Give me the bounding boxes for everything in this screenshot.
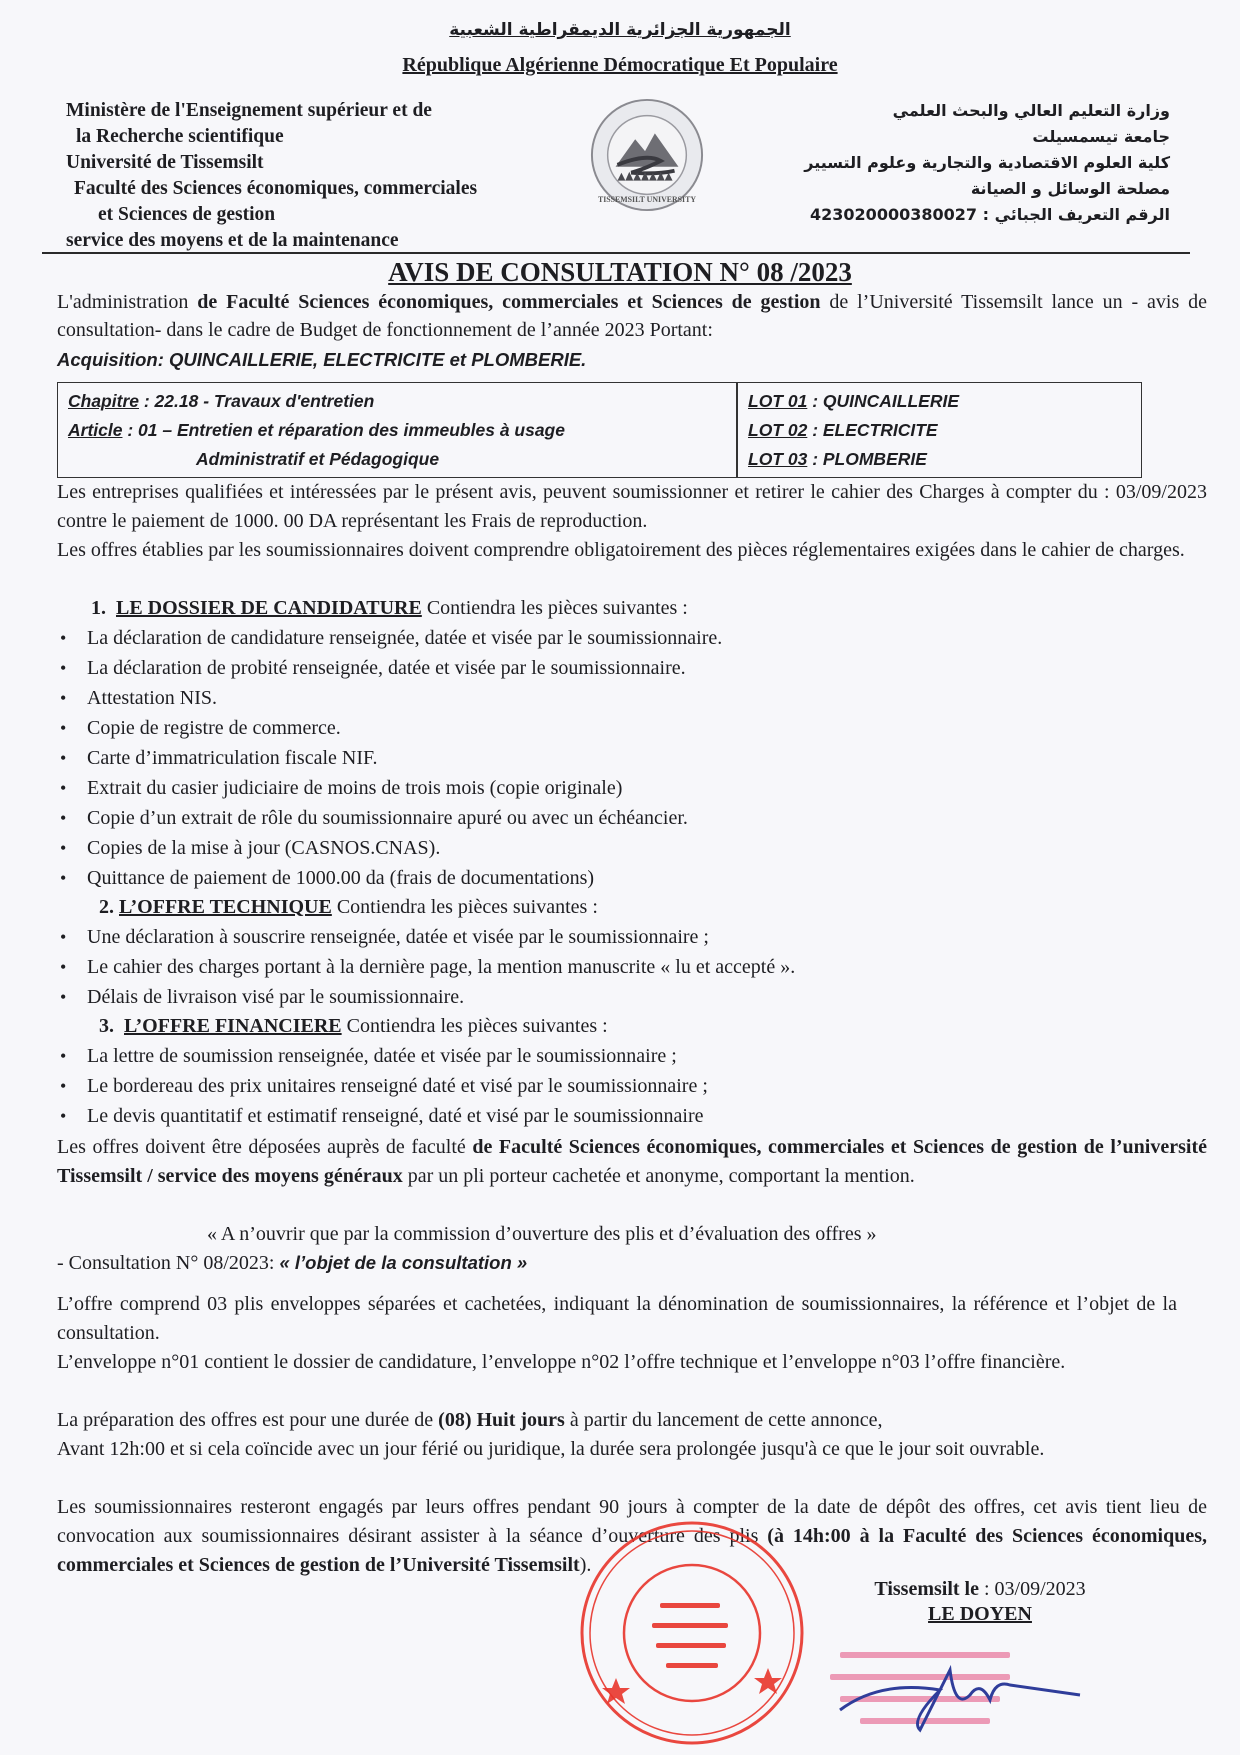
- list-item: • La déclaration de candidature renseignée, datée et visée par le soumissionnaire.: [57, 623, 1207, 653]
- handwritten-signature-icon: [820, 1640, 1120, 1750]
- section-2-list: [57, 922, 1207, 1012]
- list-item: • Copie de registre de commerce.: [57, 713, 1207, 743]
- list-item: • Copies de la mise à jour (CASNOS.CNAS).: [57, 833, 1207, 863]
- signature-block: [830, 1578, 1130, 1626]
- section-1-list: [57, 623, 1207, 893]
- header-right-block: [710, 98, 1170, 228]
- university-line: Université de Tissemsilt: [66, 152, 264, 173]
- tax-id-line: [710, 202, 1170, 228]
- ministry-line-ar: وزارة التعليم العالي والبحث العلمي: [892, 101, 1170, 120]
- list-item: • Le cahier des charges portant à la dernière page, la mention manuscrite « lu et accepté ».: [57, 952, 1207, 982]
- french-republic-heading: République Algérienne Démocratique Et Populaire: [402, 54, 838, 76]
- section-2-heading: 2. L’OFFRE TECHNIQUE Contiendra les pièces suivantes :: [99, 896, 598, 918]
- logo-latin-text: TISSEMSILT UNIVERSITY: [597, 195, 697, 205]
- list-item: • Une déclaration à souscrire renseignée, datée et visée par le soumissionnaire ;: [57, 922, 1207, 952]
- list-item: • Quittance de paiement de 1000.00 da (frais de documentations): [57, 863, 1207, 893]
- list-item: • Copie d’un extrait de rôle du soumissionnaire apuré ou avec un échéancier.: [57, 803, 1207, 833]
- lots-column: [748, 387, 1128, 474]
- university-logo-icon: [588, 96, 706, 214]
- budget-lot-table: [57, 382, 1142, 478]
- lot-row: LOT 02 : ELECTRICITE: [748, 420, 938, 440]
- ministry-line-2: la Recherche scientifique: [76, 126, 284, 147]
- university-line-ar: جامعة تيسمسيلت: [1032, 127, 1170, 146]
- acquisition-line: Acquisition: QUINCAILLERIE, ELECTRICITE et PLOMBERIE.: [57, 349, 587, 370]
- article-continuation: Administratif et Pédagogique: [196, 449, 440, 469]
- list-item: • La lettre de soumission renseignée, datée et visée par le soumissionnaire ;: [57, 1041, 1207, 1071]
- chapitre-row: Chapitre : 22.18 - Travaux d'entretien: [68, 391, 375, 411]
- faculty-line-ar: كلية العلوم الاقتصادية والتجارية وعلوم التسيير: [804, 153, 1170, 172]
- header-divider: [42, 252, 1190, 254]
- service-line-ar: مصلحة الوسائل و الصيانة: [970, 179, 1170, 198]
- section-3-heading: 3. L’OFFRE FINANCIERE Contiendra les pièces suivantes :: [99, 1015, 608, 1037]
- place-date: Tissemsilt le : 03/09/2023: [874, 1578, 1086, 1600]
- final-paragraph: Les soumissionnaires resteront engagés par leurs offres pendant 90 jours à compter de la date de dépôt des offres, cet avis tient lieu de convocation aux soumissionnaires désirant assister à la séance d’ouverture des plis (à 14h:00 à la Faculté des Sciences économiques, commerciales et Sciences de gestion de l’Université Tissemsilt).: [57, 1496, 1208, 1576]
- deposit-paragraph: Les offres doivent être déposées auprès de faculté de Faculté Sciences économiques, commerciales et Sciences de gestion de l’université Tissemsilt / service des moyens généraux par un pli porteur cachetée et anonyme, comportant la mention.: [57, 1136, 1207, 1187]
- list-item: • Carte d’immatriculation fiscale NIF.: [57, 743, 1207, 773]
- article-row: Article : 01 – Entretien et réparation des immeubles à usage: [68, 420, 565, 440]
- signatory-title: LE DOYEN: [928, 1603, 1032, 1625]
- list-item: • Attestation NIS.: [57, 683, 1207, 713]
- plis-paragraph: L’offre comprend 03 plis enveloppes séparées et cachetées, indiquant la dénomination de soumissionnaires, la référence et l’objet de la consultation.: [57, 1293, 1177, 1344]
- preparation-paragraph: La préparation des offres est pour une durée de (08) Huit jours à partir du lancement de cette annonce,: [57, 1409, 883, 1431]
- official-stamp-icon: [572, 1508, 812, 1748]
- tax-id-label: الرقم التعريف الجبائي :: [982, 205, 1170, 224]
- lot-row: LOT 01 : QUINCAILLERIE: [748, 391, 959, 411]
- budget-column: [68, 387, 728, 474]
- document-title: AVIS DE CONSULTATION N° 08 /2023: [388, 257, 852, 287]
- header-left-block: [66, 98, 586, 254]
- section-1-heading: 1. LE DOSSIER DE CANDIDATURE Contiendra les pièces suivantes :: [91, 597, 688, 619]
- enveloppes-paragraph: L’enveloppe n°01 contient le dossier de candidature, l’enveloppe n°02 l’offre technique et l’enveloppe n°03 l’offre financière.: [57, 1351, 1066, 1373]
- faculty-line: Faculté des Sciences économiques, commerciales: [74, 178, 478, 199]
- list-item: • Délais de livraison visé par le soumissionnaire.: [57, 982, 1207, 1012]
- list-item: • Le bordereau des prix unitaires renseigné daté et visé par le soumissionnaire ;: [57, 1071, 1207, 1101]
- list-item: • La déclaration de probité renseignée, datée et visée par le soumissionnaire.: [57, 653, 1207, 683]
- intro-paragraph: L'administration de Faculté Sciences économiques, commerciales et Sciences de gestion de l’Université Tissemsilt lance un - avis de consultation- dans le cadre de Budget de fonctionnement de l’année 2023 Portant:: [57, 291, 1207, 341]
- deadline-paragraph: Avant 12h:00 et si cela coïncide avec un jour férié ou juridique, la durée sera prolongée jusqu'à ce que le jour soit ouvrable.: [57, 1438, 1045, 1460]
- table-divider: [736, 383, 738, 477]
- tax-id-value: 423020000380027: [810, 205, 978, 224]
- section-3-list: [57, 1041, 1207, 1131]
- service-line: service des moyens et de la maintenance: [66, 230, 399, 251]
- ministry-line: Ministère de l'Enseignement supérieur et de: [66, 100, 432, 121]
- faculty-line-2: et Sciences de gestion: [98, 204, 276, 225]
- lot-row: LOT 03 : PLOMBERIE: [748, 449, 927, 469]
- offres-paragraph: Les offres établies par les soumissionnaires doivent comprendre obligatoirement des pièces réglementaires exigées dans le cahier de charges.: [57, 539, 1185, 561]
- arabic-republic-heading: الجمهورية الجزائرية الديمقراطية الشعبية: [449, 20, 791, 40]
- list-item: • Le devis quantitatif et estimatif renseigné, daté et visé par le soumissionnaire: [57, 1101, 1207, 1131]
- consultation-reference: - Consultation N° 08/2023: « l’objet de la consultation »: [57, 1252, 528, 1274]
- mention-quote: « A n’ouvrir que par la commission d’ouverture des plis et d’évaluation des offres »: [207, 1223, 877, 1245]
- list-item: • Extrait du casier judiciaire de moins de trois mois (copie originale): [57, 773, 1207, 803]
- cahier-paragraph: Les entreprises qualifiées et intéressées par le présent avis, peuvent soumissionner et retirer le cahier des Charges à compter du : 03/09/2023 contre le paiement de 1000. 00 DA représentant les Frais de reproduction.: [57, 481, 1207, 532]
